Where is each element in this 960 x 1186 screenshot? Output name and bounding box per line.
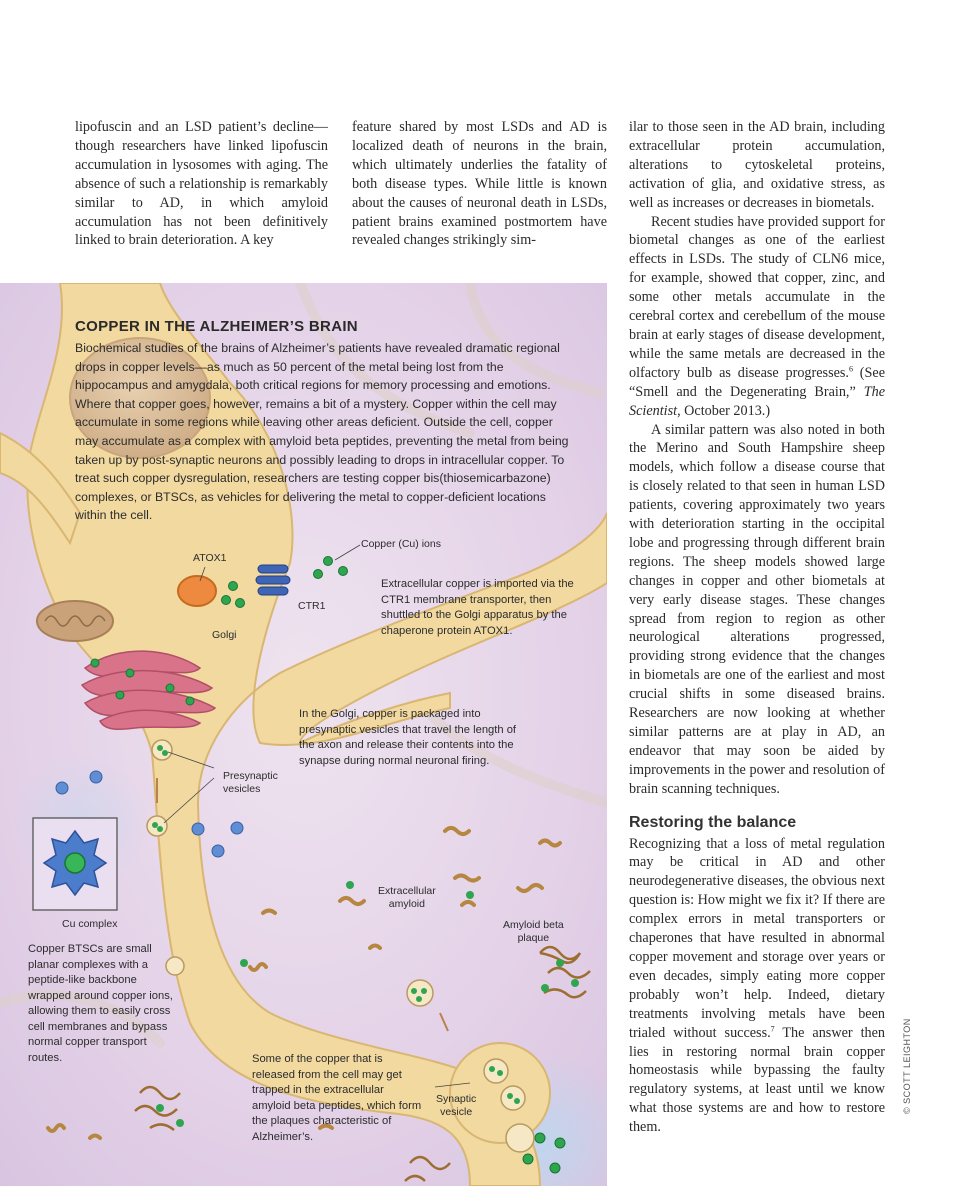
- presynaptic-vesicles-label: Presynaptic vesicles: [223, 770, 278, 795]
- photo-credit: © SCOTT LEIGHTON: [902, 1018, 912, 1114]
- cu-complex-label: Cu complex: [62, 918, 118, 930]
- ctr1-caption: Extracellular copper is imported via the CTR1 membrane transporter, then shuttled to the Golgi apparatus by the chaperone protein ATOX1.: [381, 578, 574, 637]
- copper-ions-label: Copper (Cu) ions: [361, 538, 441, 550]
- column-2-text: feature shared by most LSDs and AD is localized death of neurons in the brain, which ultimately underlies the fatality of both disease types. While little is known about the causes of neuronal death in LSDs, patient brains examined postmortem have revealed changes strikingly sim-: [352, 119, 607, 249]
- atox1-protein: [178, 576, 216, 606]
- column-3-paragraph-3: A similar pattern was also noted in both the Merino and South Hampshire sheep models, which follow a disease course that is closely related to that seen in human LSD patients, covering approximately two years with deterioration starting in the occipital lobe and progressing through different brain regions. The sheep models showed large changes in copper and other biometals at very early disease stages. These changes spread from region to region as other neurological alterations progressed, providing strong evidence that the changes in biometals are one of the earliest and most crucial shifts in some diseased brains. Researchers are now looking at whether similar patterns are at play in AD, an endeavor that may soon be aided by improvements in the power and resolution of brain scanning techniques.: [629, 421, 885, 797]
- golgi-label: Golgi: [212, 629, 237, 641]
- column-1-text: lipofuscin and an LSD patient’s decline—though researchers have linked lipofuscin accumulation in lysosomes with aging. The absence of such a relationship is remarkably similar to AD, in which amyloid accumulation has not been definitively linked to brain deterioration. A key: [75, 119, 328, 249]
- column-3-paragraph-2: Recent studies have provided support for biometal changes as one of the earliest effects in LSDs. The study of CLN6 mice, for example, showed that copper, zinc, and some other metals accumulate in the cerebral cortex and cerebellum of the mouse brain at early stages of disease development, while the same metals are decreased in the olfactory bulb as disease progresses.$^6$ (See “Smell and the Degenerating Brain,” The Scientist, October 2013.): [629, 213, 886, 419]
- figure-intro: Biochemical studies of the brains of Alzheimer’s patients have revealed dramatic regional drops in copper levels—as much as 50 percent of the metal being lost from the hippocampus and amygdala, both critical regions for memory processing and emotions. Where that copper goes, however, remains a bit of a mystery. Copper within the cell may accumulate in some regions while leaving other areas deficient. Outside the cell, copper may accumulate as a complex with amyloid beta peptides, preventing the metal from being taken up by post-synaptic neurons and possibly leading to drops in intracellular copper. To treat such copper dysregulation, researchers are testing copper bis(thiosemicarbazone) complexes, or BTSCs, as vehicles for delivering the metal to copper-deficient locations within the cell.: [75, 341, 569, 523]
- atox1-label: ATOX1: [193, 552, 227, 564]
- figure-title: COPPER IN THE ALZHEIMER’S BRAIN: [75, 318, 358, 335]
- btsc-caption: Copper BTSCs are small planar complexes with a peptide-like backbone wrapped around copper ions, allowing them to easily cross cell membranes and bypass normal copper transport routes.: [28, 943, 173, 1064]
- mitochondrion: [37, 601, 113, 641]
- synaptic-vesicle-label: Synaptic vesicle: [436, 1093, 477, 1118]
- amyloid-plaque-label: Amyloid beta plaque: [503, 919, 564, 944]
- article-column-3: [629, 118, 885, 1137]
- amyloid-caption: Some of the copper that is released from the cell may get trapped in the extracellular amyloid beta peptides, which form the plaques characteristic of Alzheimer’s.: [252, 1053, 422, 1143]
- column-3-paragraph-4: Recognizing that a loss of metal regulation may be critical in AD and other neurodegenerative diseases, the obvious next question is: How might we fix it? If there are complex errors in metal transporters or chaperones that have resulted in abnormal copper movement and storage over years or even decades, simply eating more copper probably won’t help. Indeed, dietary treatments involving metals have been trialed without success.$^7$ The answer then lies in restoring normal brain copper homeostasis while bypassing the faulty regulatory systems, at least until we know what those systems are and how to restore them.: [629, 835, 885, 1136]
- article-column-2: [352, 118, 607, 250]
- extracellular-amyloid-label: Extracellular amyloid: [378, 885, 436, 910]
- section-heading: Restoring the balance: [629, 813, 797, 831]
- golgi-caption: In the Golgi, copper is packaged into presynaptic vesicles that travel the length of the axon and release their contents into the synapse during normal neuronal firing.: [299, 708, 517, 767]
- copper-figure: [0, 283, 607, 1186]
- article-column-1: [75, 118, 328, 250]
- ctr1-transporter: [256, 565, 290, 595]
- ctr1-label: CTR1: [298, 600, 326, 612]
- column-3-paragraph-1: ilar to those seen in the AD brain, including extracellular protein accumulation, alterations to cytoskeletal proteins, activation of glia, and oxidative stress, as well as increases or decreases in biometals.: [629, 119, 885, 211]
